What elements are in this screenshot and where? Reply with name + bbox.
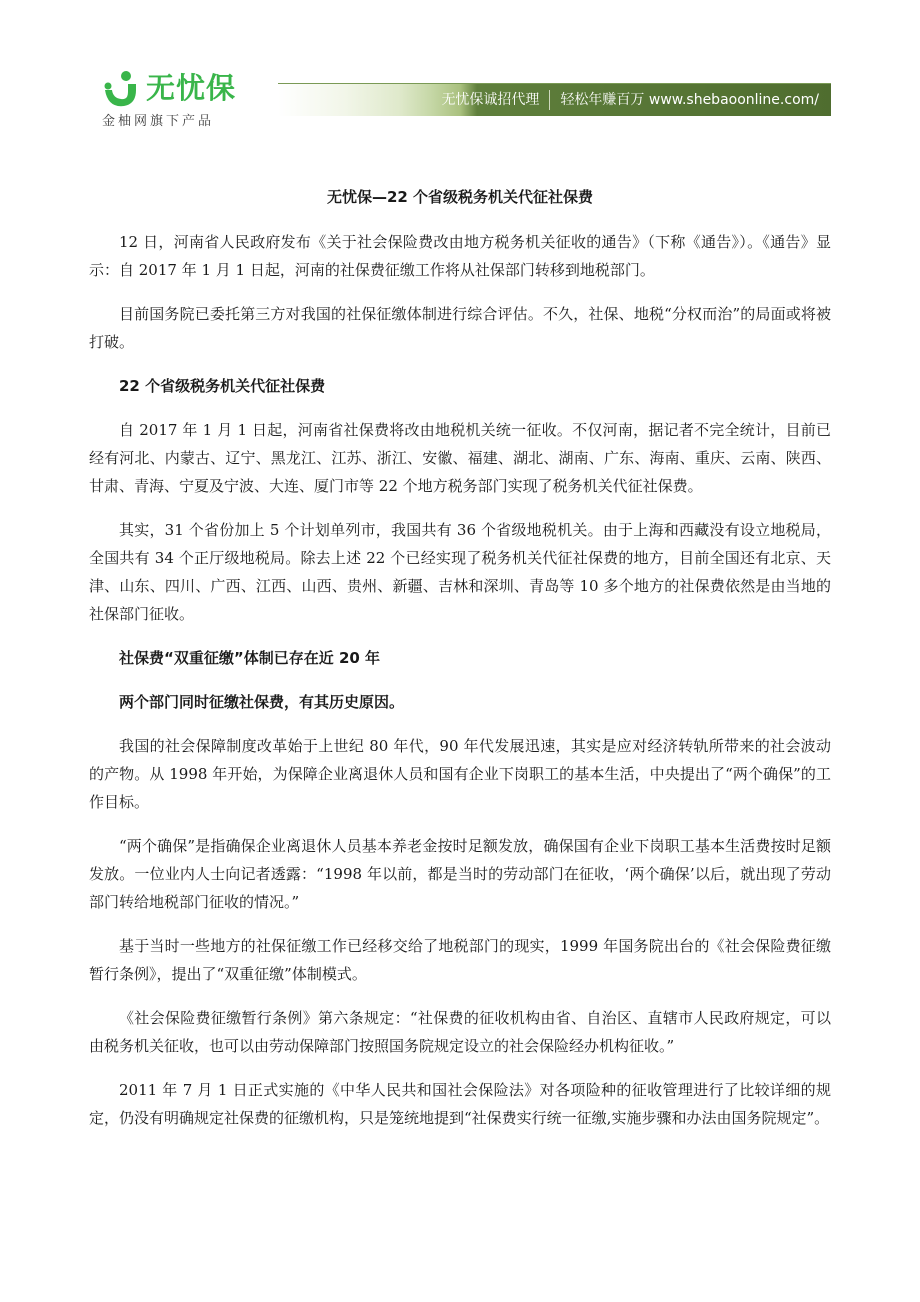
paragraph: 基于当时一些地方的社保征缴工作已经移交给了地税部门的现实，1999 年国务院出台的《社会保险费征缴暂行条例》，提出了“双重征缴”体制模式。: [89, 937, 831, 983]
paragraph: 2011 年 7 月 1 日正式实施的《中华人民共和国社会保险法》对各项险种的征收管理进行了比较详细的规定，仍没有明确规定社保费的征缴机构，只是笼统地提到“社保费实行统一征缴,实施步骤和办法由国务院规定”。: [89, 1081, 831, 1127]
banner-divider: [549, 90, 550, 110]
logo-subtitle: 金柚网旗下产品: [102, 114, 215, 129]
paragraph: 《社会保险费征缴暂行条例》第六条规定：“社保费的征收机构由省、自治区、直辖市人民政府规定，可以由税务机关征收，也可以由劳动保障部门按照国务院规定设立的社会保险经办机构征收。”: [89, 1009, 831, 1055]
section-heading: 两个部门同时征缴社保费，有其历史原因。: [119, 693, 405, 711]
paragraph: 12 日，河南省人民政府发布《关于社会保险费改由地方税务机关征收的通告》（下称《通告》）。《通告》显示：自 2017 年 1 月 1 日起，河南的社保费征缴工作将从社保部门转移到地税部门。: [89, 233, 831, 279]
banner-text: [441, 84, 819, 116]
paragraph: 目前国务院已委托第三方对我国的社保征缴体制进行综合评估。不久，社保、地税“分权而治”的局面或将被打破。: [89, 305, 831, 351]
agent-recruit-banner[interactable]: [278, 83, 831, 116]
banner-slogan-right[interactable]: 轻松年赚百万 www.shebaoonline.com/: [560, 92, 819, 108]
section-heading: 社保费“双重征缴”体制已存在近 20 年: [119, 649, 381, 667]
section-heading: 22 个省级税务机关代征社保费: [119, 377, 326, 395]
banner-slogan-left: 无忧保诚招代理: [441, 92, 540, 108]
paragraph: 我国的社会保障制度改革始于上世纪 80 年代，90 年代发展迅速，其实是应对经济转轨所带来的社会波动的产物。从 1998 年开始，为保障企业离退休人员和国有企业下岗职工的基本生活，中央提出了“两个确保”的工作目标。: [89, 737, 831, 811]
article-title: 无忧保—22 个省级税务机关代征社保费: [326, 188, 594, 206]
paragraph: “两个确保”是指确保企业离退休人员基本养老金按时足额发放，确保国有企业下岗职工基本生活费按时足额发放。一位业内人士向记者透露：“1998 年以前，都是当时的劳动部门在征收，‘两个确保’以后，就出现了劳动部门转给地税部门征收的情况。”: [89, 837, 831, 911]
logo-person-icon: [100, 70, 146, 110]
paragraph: 自 2017 年 1 月 1 日起，河南省社保费将改由地税机关统一征收。不仅河南，据记者不完全统计，目前已经有河北、内蒙古、辽宁、黑龙江、江苏、浙江、安徽、福建、湖北、湖南、广东、海南、重庆、云南、陕西、甘肃、青海、宁夏及宁波、大连、厦门市等 22 个地方税务部门实现了税务机关代征社保费。: [89, 421, 831, 495]
paragraph: 其实，31 个省份加上 5 个计划单列市，我国共有 36 个省级地税机关。由于上海和西藏没有设立地税局，全国共有 34 个正厅级地税局。除去上述 22 个已经实现了税务机关代征社保费的地方，目前全国还有北京、天津、山东、四川、广西、江西、山西、贵州、新疆、吉林和深圳、青岛等 10 多个地方的社保费依然是由当地的社保部门征收。: [89, 521, 831, 623]
article-body: [89, 183, 831, 1148]
page-header: [0, 0, 920, 140]
brand-logo[interactable]: [100, 70, 240, 130]
logo-text: 无忧保: [146, 71, 237, 105]
